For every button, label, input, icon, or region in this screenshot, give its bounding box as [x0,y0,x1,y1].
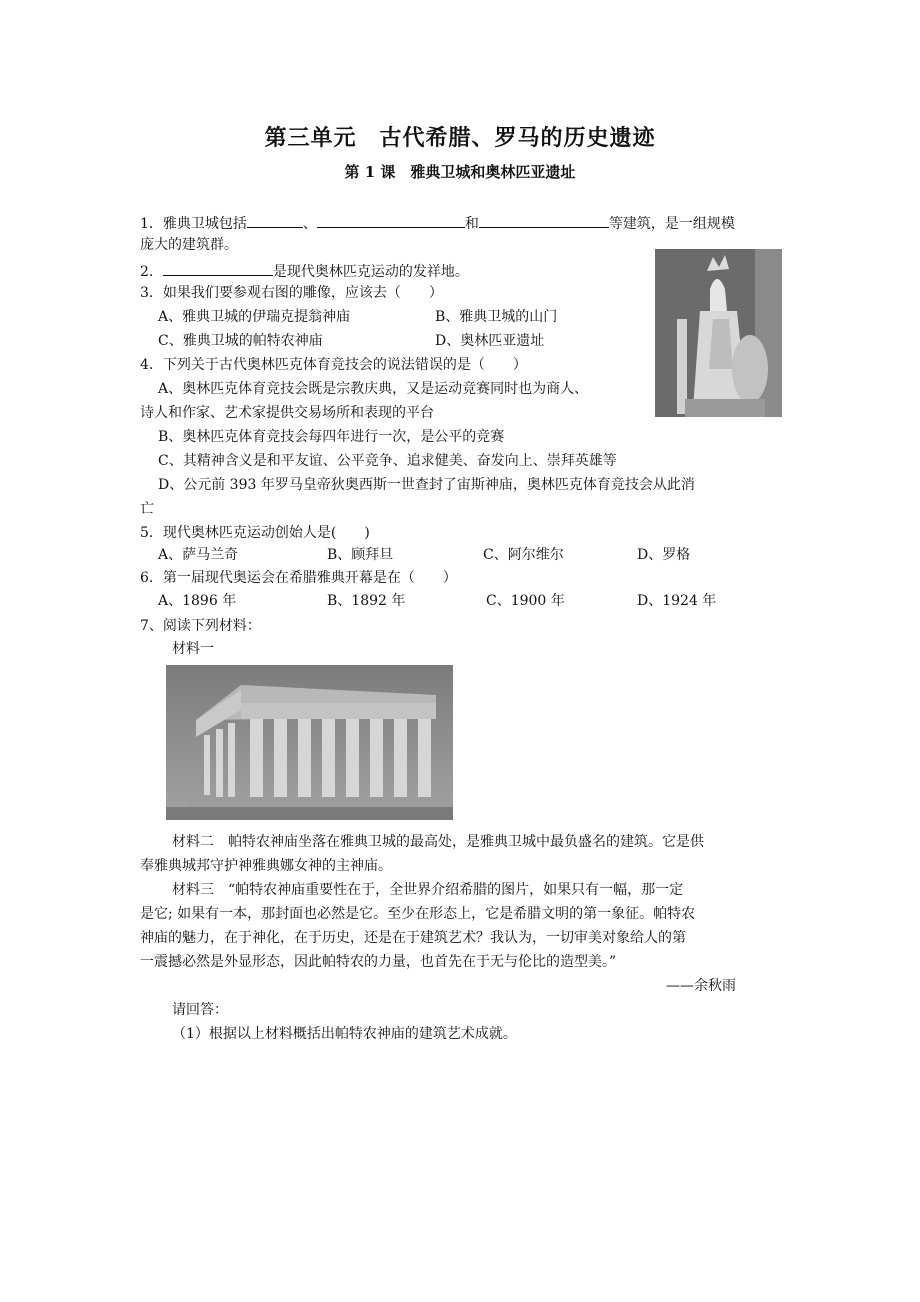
q1-sep2: 和 [464,216,479,232]
parthenon-drawing [166,665,453,820]
material-1-label: 材料一 [172,641,214,657]
q3-stem: 3．如果我们要参观右图的雕像，应该去（ ） [140,285,443,301]
q5-option-d[interactable]: D、罗格 [637,547,691,563]
material-2-line1: 材料二 帕特农神庙坐落在雅典卫城的最高处，是雅典卫城中最负盛名的建筑。它是供 [172,834,704,850]
q6-stem: 6．第一届现代奥运会在希腊雅典开幕是在（ ） [140,570,457,586]
q4-option-a-line2[interactable]: 诗人和作家、艺术家提供交易场所和表现的平台 [140,405,434,421]
q6-option-a[interactable]: A、1896 年 [158,593,237,609]
q4-option-d-line1[interactable]: D、公元前 393 年罗马皇帝狄奥西斯一世查封了宙斯神庙，奥林匹克体育竞技会从此消 [158,477,695,493]
q7-stem: 7、阅读下列材料： [140,618,261,634]
material-3-line4: 一震撼必然是外显形态，因此帕特农的力量，也首先在于无与伦比的造型美。” [140,954,617,970]
question-2 [140,260,469,281]
q1-suffix: 等建筑，是一组规模 [608,216,735,232]
sub-question-1: （1）根据以上材料概括出帕特农神庙的建筑艺术成就。 [172,1026,517,1042]
ask-label: 请回答： [172,1002,228,1018]
q1-sep1: 、 [302,216,317,232]
q3-option-b[interactable]: B、雅典卫城的山门 [435,309,558,325]
q6-option-b[interactable]: B、1892 年 [327,593,406,609]
material-3-line3: 神庙的魅力，在于神化，在于历史，还是在于建筑艺术？我认为，一切审美对象给人的第 [140,930,686,946]
q2-blank[interactable] [163,260,273,276]
q3-option-d[interactable]: D、奥林匹亚遗址 [435,333,545,349]
q4-option-b[interactable]: B、奥林匹克体育竞技会每四年进行一次，是公平的竞赛 [158,429,505,445]
q5-option-a[interactable]: A、萨马兰奇 [158,547,239,563]
q3-option-c[interactable]: C、雅典卫城的帕特农神庙 [158,333,323,349]
q4-stem: 4．下列关于古代奥林匹克体育竞技会的说法错误的是（ ） [140,357,527,373]
q1-blank-1[interactable] [247,212,303,228]
q2-prefix: 2． [140,264,163,280]
q5-option-c[interactable]: C、阿尔维尔 [483,547,564,563]
q4-option-c[interactable]: C、其精神含义是和平友谊、公平竞争、追求健美、奋发向上、崇拜英雄等 [158,453,617,469]
lesson-title: 第 1 课 雅典卫城和奥林匹亚遗址 [344,163,576,181]
parthenon-image [166,665,453,820]
q6-option-d[interactable]: D、1924 年 [637,593,717,609]
unit-title: 第三单元 古代希腊、罗马的历史遗迹 [264,125,656,151]
q1-blank-3[interactable] [479,212,609,228]
q1-blank-2[interactable] [317,212,465,228]
material-3-line2: 是它; 如果有一本，那封面也必然是它。至少在形态上，它是希腊文明的第一象征。帕特农 [140,906,696,922]
material-3-line1: 材料三 “帕特农神庙重要性在于，全世界介绍希腊的图片，如果只有一幅，那一定 [172,882,684,898]
q4-option-d-line2[interactable]: 亡 [140,501,154,517]
q6-option-c[interactable]: C、1900 年 [486,593,565,609]
q2-suffix: 是现代奥林匹克运动的发祥地。 [272,264,469,280]
question-1 [140,212,735,233]
material-3-author: ——余秋雨 [666,978,736,994]
q3-option-a[interactable]: A、雅典卫城的伊瑞克提翁神庙 [158,309,351,325]
q1-prefix: 1．雅典卫城包括 [140,216,247,232]
material-2-line2: 奉雅典城邦守护神雅典娜女神的主神庙。 [140,858,392,874]
q4-option-a-line1[interactable]: A、奥林匹克体育竞技会既是宗教庆典，又是运动竞赛同时也为商人、 [158,381,589,397]
athena-statue-image [655,249,782,417]
athena-statue-drawing [655,249,782,417]
q1-line2: 庞大的建筑群。 [140,237,238,253]
q5-stem: 5．现代奥林匹克运动创始人是( ) [140,525,370,541]
q5-option-b[interactable]: B、顾拜旦 [327,547,394,563]
